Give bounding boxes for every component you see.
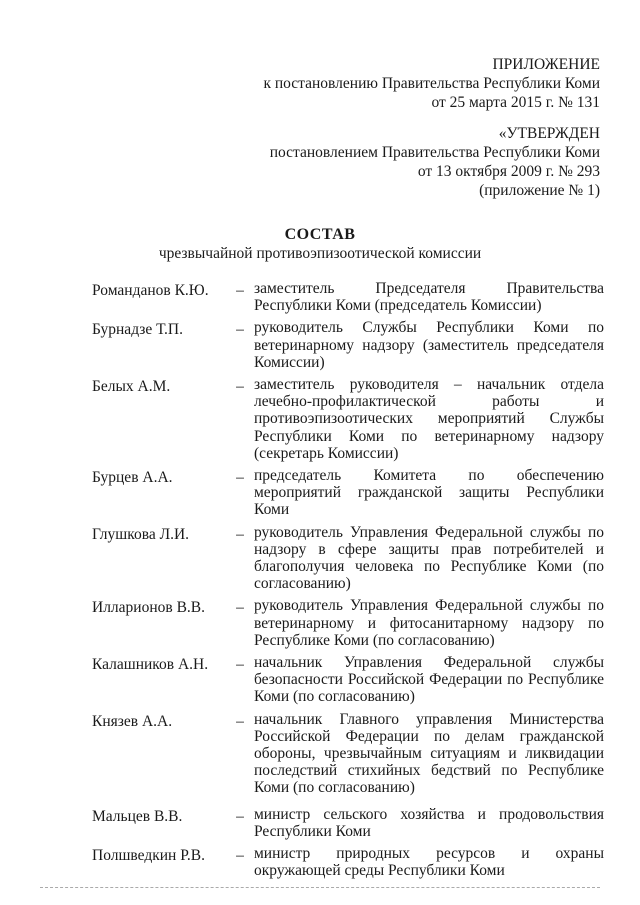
approved-line-2: от 13 октября 2009 г. № 293 (417, 163, 600, 180)
member-name: Бурнадзе Т.П. (92, 321, 184, 339)
member-name: Калашников А.Н. (92, 656, 209, 674)
member-dash: – (236, 282, 244, 299)
approved-title: «УТВЕРЖДЕН (498, 125, 600, 142)
member-row (92, 845, 604, 879)
member-dash: – (236, 525, 244, 543)
member-role: министр сельского хозяйства и продовольствия Республики Коми (254, 805, 604, 840)
members-list (92, 280, 604, 885)
member-dash: – (236, 807, 244, 825)
member-dash: – (236, 656, 244, 674)
member-row (92, 654, 604, 706)
appendix-line-1: к постановлению Правительства Республики Коми (263, 75, 600, 92)
member-dash: – (236, 847, 244, 865)
member-role: заместитель руководителя – начальник отдела лечебно-профилактической работы и противоэпизоотических мероприятий Службы Республики Коми по ветеринарному надзору (секретарь Комиссии) (254, 376, 604, 462)
member-row (92, 319, 604, 371)
member-role: начальник Главного управления Министерства Российской Федерации по делам гражданской обороны, чрезвычайным ситуациям и ликвидации последствий стихийных бедствий по Республике Коми (по согласованию) (254, 710, 604, 797)
member-row (92, 376, 604, 462)
member-name: Романданов К.Ю. (92, 282, 209, 299)
member-role: руководитель Управления Федеральной службы по ветеринарному и фитосанитарному надзору по Республике Коми (по согласованию) (254, 597, 604, 649)
appendix-line-2: от 25 марта 2015 г. № 131 (431, 94, 600, 111)
member-role: министр природных ресурсов и охраны окружающей среды Республики Коми (254, 845, 604, 880)
appendix-header (263, 55, 600, 112)
member-name: Князев А.А. (92, 712, 173, 730)
member-dash: – (236, 712, 244, 730)
member-dash: – (236, 469, 244, 487)
member-role: заместитель Председателя Правительства Республики Коми (председатель Комиссии) (254, 280, 604, 315)
member-role: начальник Управления Федеральной службы безопасности Российской Федерации по Республике Коми (по согласованию) (254, 654, 604, 706)
approved-header (270, 124, 600, 200)
member-row (92, 806, 604, 840)
member-row (92, 280, 604, 314)
member-name: Глушкова Л.И. (92, 525, 190, 543)
approved-line-3: (приложение № 1) (479, 182, 600, 199)
member-name: Бурцев А.А. (92, 469, 173, 487)
appendix-title: ПРИЛОЖЕНИЕ (492, 56, 600, 73)
member-dash: – (236, 378, 244, 396)
member-row (92, 524, 604, 593)
member-dash: – (236, 321, 244, 339)
member-name: Белых А.М. (92, 378, 171, 396)
member-role: руководитель Службы Республики Коми по ветеринарному надзору (заместитель председателя Комиссии) (254, 319, 604, 371)
approved-line-1: постановлением Правительства Республики Коми (269, 144, 600, 161)
member-row (92, 597, 604, 649)
member-row (92, 467, 604, 519)
member-dash: – (236, 599, 244, 617)
member-name: Илларионов В.В. (92, 599, 206, 617)
page-bottom-divider (40, 887, 600, 888)
member-name: Полшведкин Р.В. (92, 847, 205, 865)
member-role: председатель Комитета по обеспечению мероприятий гражданской защиты Республики Коми (254, 467, 604, 519)
document-title: СОСТАВ (284, 226, 356, 243)
document-subtitle: чрезвычайной противоэпизоотической комиссии (158, 245, 482, 262)
member-row (92, 711, 604, 797)
member-name: Мальцев В.В. (92, 807, 183, 825)
member-role: руководитель Управления Федеральной службы по надзору в сфере защиты прав потребителей и благополучия человека по Республике Коми (по согласованию) (254, 523, 604, 593)
